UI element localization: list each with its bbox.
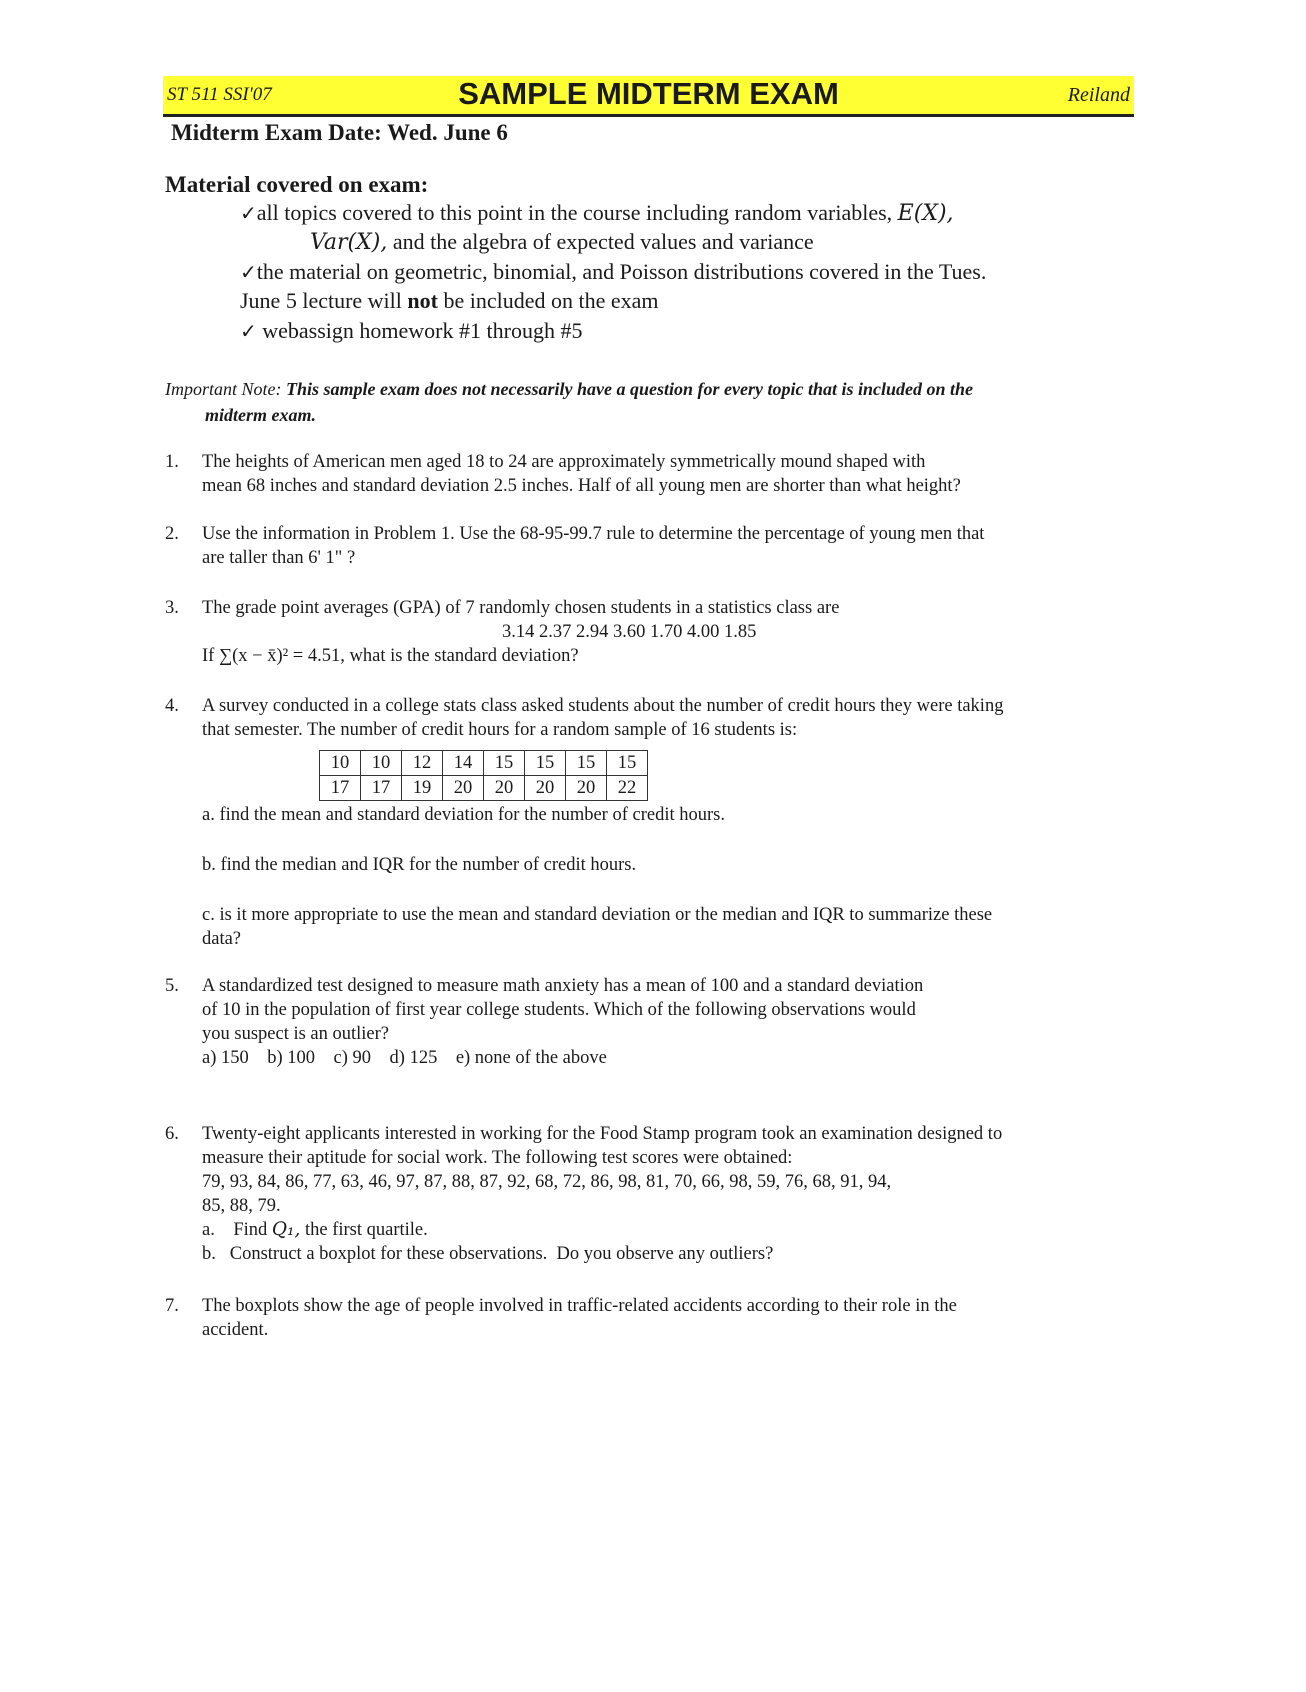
emphasis-not: not	[407, 288, 438, 313]
page-title: SAMPLE MIDTERM EXAM	[458, 76, 839, 111]
subquestion-text: the first quartile.	[304, 1220, 428, 1240]
question-line: The heights of American men aged 18 to 24 are approximately symmetrically mound shaped with	[202, 452, 926, 472]
question-text	[202, 522, 984, 570]
question-line: data?	[202, 929, 242, 949]
material-item-2	[240, 259, 986, 285]
table-cell: 10	[361, 751, 402, 776]
material-item-2-cont	[240, 288, 659, 314]
gpa-values: 3.14 2.37 2.94 3.60 1.70 4.00 1.85	[502, 622, 757, 642]
question-number: 2.	[165, 524, 179, 544]
question-formula-line: If ∑(x − x̄)² = 4.51, what is the standard deviation?	[202, 646, 579, 666]
author-name: Reiland	[1067, 84, 1130, 106]
note-line-1: This sample exam does not necessarily have a question for every topic that is included on the	[286, 379, 973, 399]
table-cell: 15	[525, 751, 566, 776]
question-line: The boxplots show the age of people involved in traffic-related accidents according to their role in the	[202, 1296, 957, 1316]
question-number: 3.	[165, 598, 179, 618]
question-number: 6.	[165, 1124, 179, 1144]
question-text	[202, 1294, 957, 1342]
question-4a: a. find the mean and standard deviation for the number of credit hours.	[202, 805, 725, 825]
material-item-3	[240, 318, 582, 344]
table-cell: 15	[484, 751, 525, 776]
question-line: mean 68 inches and standard deviation 2.5 inches. Half of all young men are shorter than what height?	[202, 476, 961, 496]
check-icon: ✓	[240, 201, 257, 225]
table-cell: 17	[361, 776, 402, 801]
question-line: you suspect is an outlier?	[202, 1024, 390, 1044]
table-cell: 14	[443, 751, 484, 776]
table-cell: 20	[484, 776, 525, 801]
material-heading: Material covered on exam:	[165, 172, 429, 197]
answer-options: a) 150 b) 100 c) 90 d) 125 e) none of the above	[202, 1048, 607, 1068]
question-line: The grade point averages (GPA) of 7 randomly chosen students in a statistics class are	[202, 598, 840, 618]
table-cell: 20	[443, 776, 484, 801]
subquestion-label: a. Find	[202, 1220, 268, 1240]
table-cell: 12	[402, 751, 443, 776]
important-note	[165, 376, 1135, 428]
question-line: A survey conducted in a college stats class asked students about the number of credit hours they were taking	[202, 696, 1004, 716]
question-number: 4.	[165, 696, 179, 716]
table-cell: 20	[566, 776, 607, 801]
test-scores-line: 79, 93, 84, 86, 77, 63, 46, 97, 87, 88, 87, 92, 68, 72, 86, 98, 81, 70, 66, 98, 59, 76, 68, 91, 94,	[202, 1172, 892, 1192]
question-number: 1.	[165, 452, 179, 472]
check-icon: ✓	[240, 319, 257, 343]
expectation-formula: E(X),	[897, 201, 954, 226]
table-cell: 20	[525, 776, 566, 801]
credit-hours-table	[319, 750, 648, 801]
question-6a	[202, 1218, 1002, 1242]
question-text	[202, 974, 923, 1070]
table-row	[320, 751, 648, 776]
material-item-1	[240, 200, 954, 226]
material-item-1-text: all topics covered to this point in the course including random variables,	[256, 200, 893, 225]
question-line: c. is it more appropriate to use the mean and standard deviation or the median and IQR to summarize these	[202, 905, 993, 925]
question-text	[202, 694, 1003, 742]
material-item-1-text-2: and the algebra of expected values and variance	[392, 229, 814, 254]
course-code: ST 511 SSI'07	[167, 84, 272, 105]
question-6b: b. Construct a boxplot for these observations. Do you observe any outliers?	[202, 1244, 774, 1264]
material-item-3-text: webassign homework #1 through #5	[262, 318, 583, 343]
check-icon: ✓	[240, 260, 257, 284]
question-text	[202, 450, 961, 498]
question-4b: b. find the median and IQR for the number of credit hours.	[202, 855, 637, 875]
exam-date: Midterm Exam Date: Wed. June 6	[171, 120, 508, 145]
note-label: Important Note:	[165, 379, 282, 399]
test-scores-line: 85, 88, 79.	[202, 1196, 281, 1216]
variance-formula: Var(X),	[310, 230, 388, 255]
table-cell: 15	[566, 751, 607, 776]
quartile-symbol: Q₁,	[271, 1219, 301, 1240]
table-cell: 10	[320, 751, 361, 776]
question-line: Twenty-eight applicants interested in working for the Food Stamp program took an examination designed to	[202, 1124, 1003, 1144]
question-text	[202, 596, 839, 668]
table-row	[320, 776, 648, 801]
table-cell: 17	[320, 776, 361, 801]
material-item-1-cont	[310, 229, 814, 255]
question-line: measure their aptitude for social work. The following test scores were obtained:	[202, 1148, 793, 1168]
question-line: accident.	[202, 1320, 269, 1340]
question-line: of 10 in the population of first year college students. Which of the following observations would	[202, 1000, 916, 1020]
question-line: Use the information in Problem 1. Use the 68-95-99.7 rule to determine the percentage of young men that	[202, 524, 985, 544]
question-line: A standardized test designed to measure math anxiety has a mean of 100 and a standard deviation	[202, 976, 924, 996]
table-cell: 19	[402, 776, 443, 801]
material-item-2-text-2: June 5 lecture will	[240, 288, 402, 313]
question-text	[202, 1122, 1002, 1266]
note-line-2: midterm exam.	[205, 405, 316, 425]
question-number: 7.	[165, 1296, 179, 1316]
material-item-2-text: the material on geometric, binomial, and Poisson distributions covered in the Tues.	[256, 259, 987, 284]
question-line: that semester. The number of credit hours for a random sample of 16 students is:	[202, 720, 798, 740]
question-number: 5.	[165, 976, 179, 996]
table-cell: 15	[607, 751, 648, 776]
question-line: are taller than 6' 1" ?	[202, 548, 356, 568]
header-banner	[163, 76, 1134, 117]
question-4c	[202, 903, 992, 951]
table-cell: 22	[607, 776, 648, 801]
material-item-2-text-3: be included on the exam	[443, 288, 659, 313]
